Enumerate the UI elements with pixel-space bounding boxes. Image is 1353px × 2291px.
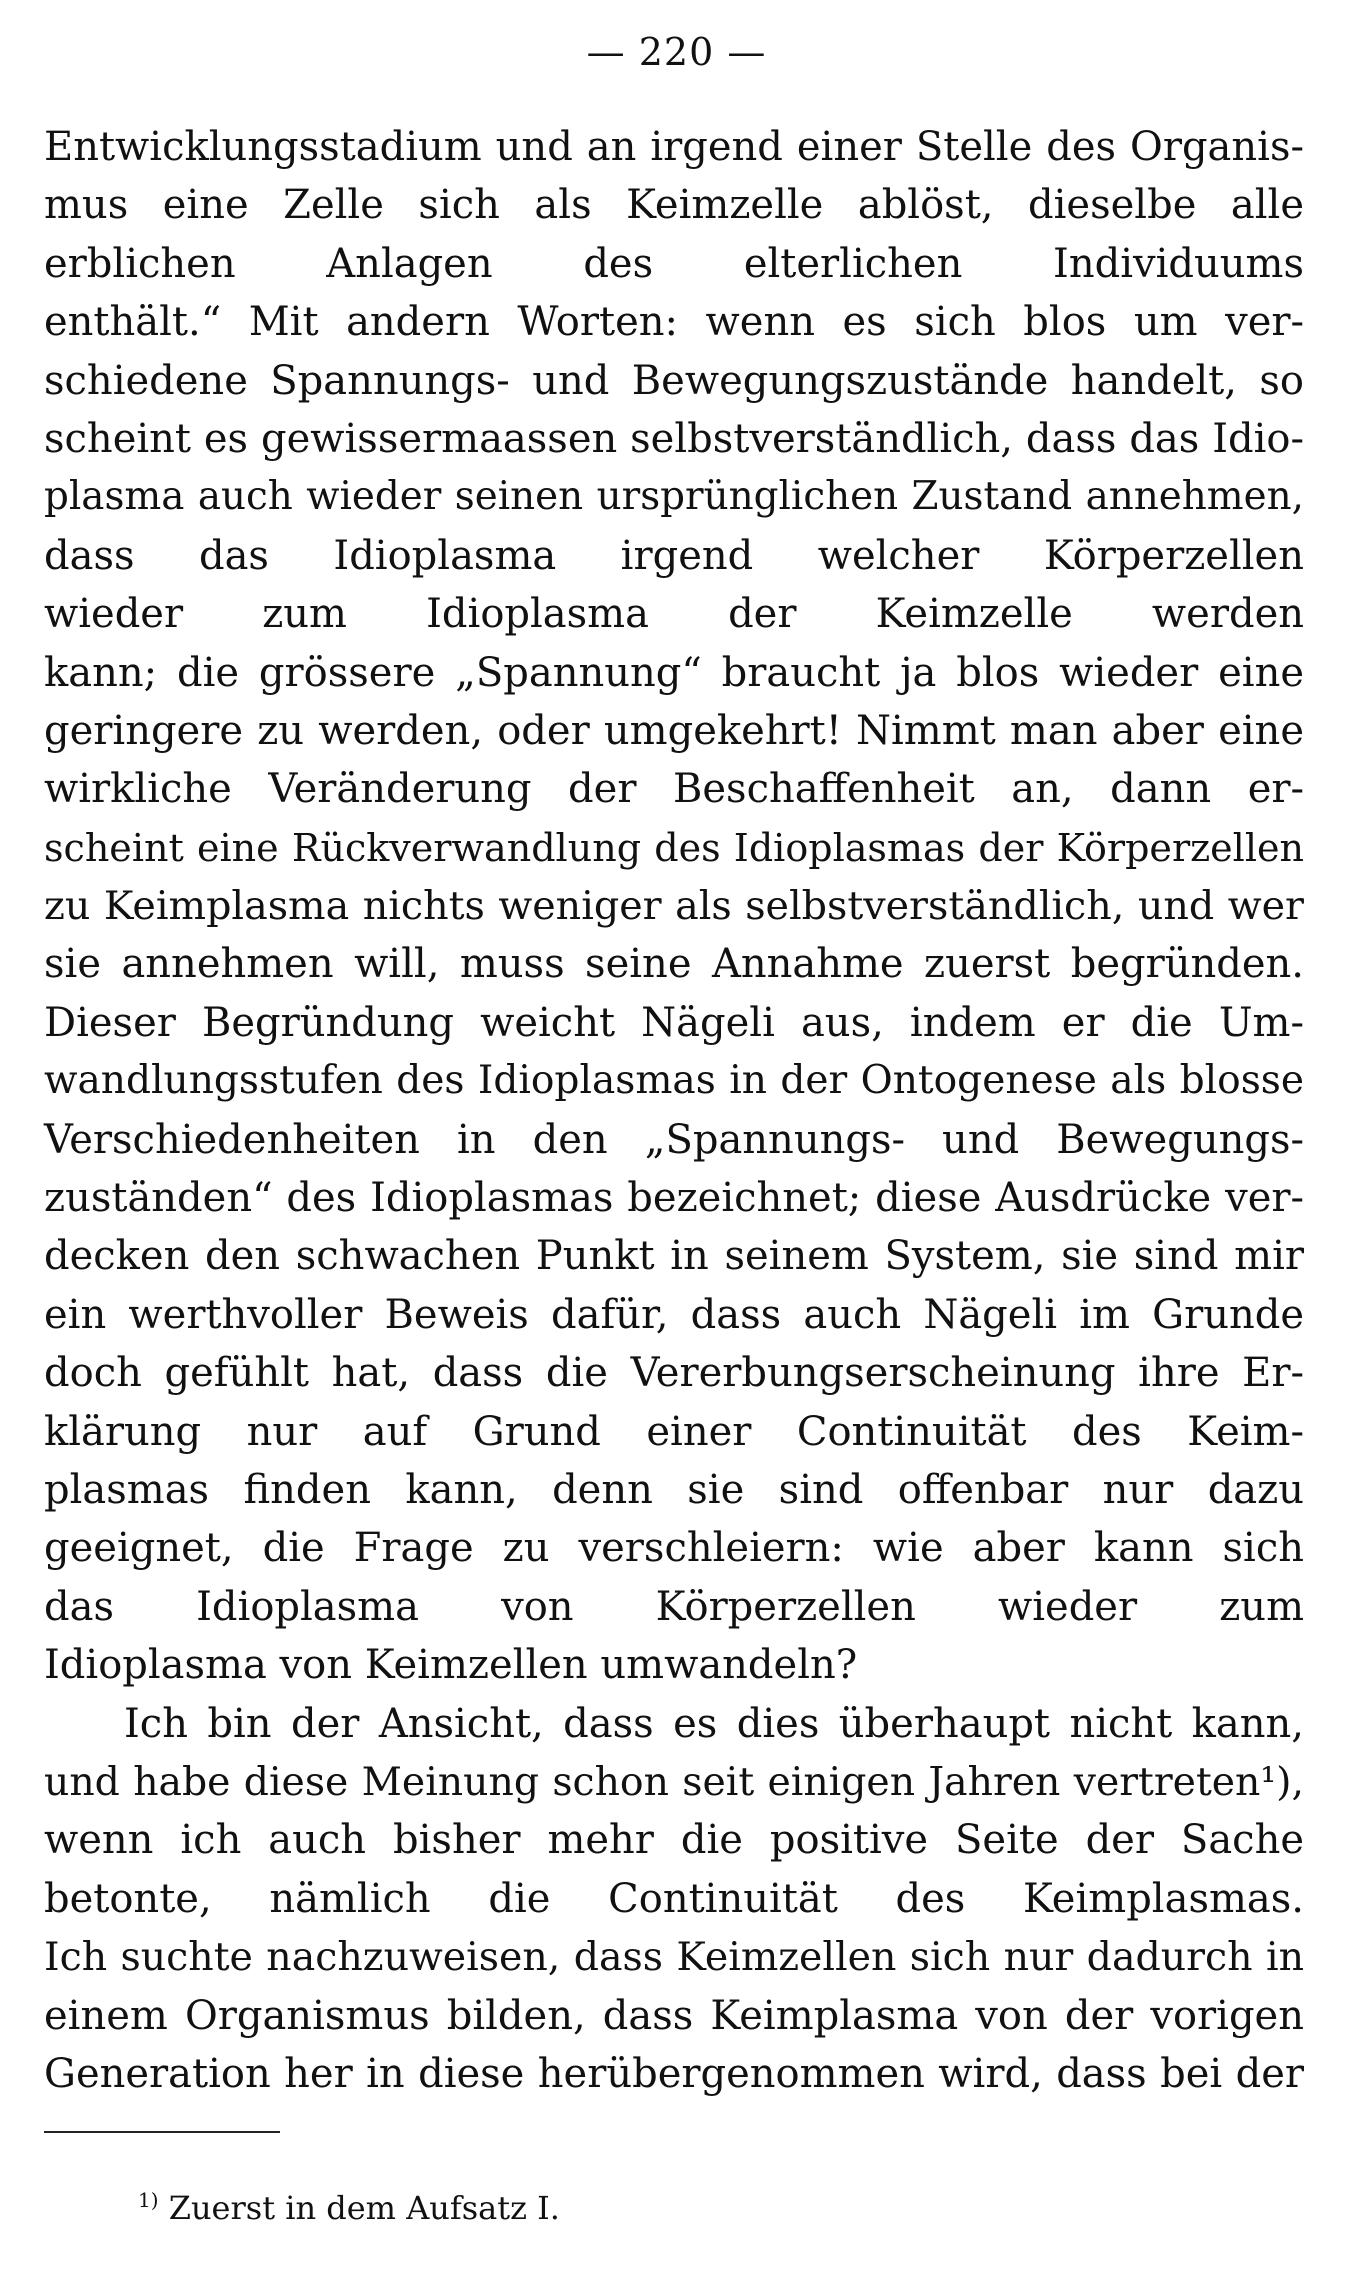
text-line: Dieser Begründung weicht Nägeli aus, indem er die Um- <box>44 999 1304 1046</box>
text-line: zuständen“ des Idioplasmas bezeichnet; diese Ausdrücke ver- <box>44 1175 1304 1222</box>
text-line: scheint eine Rückverwandlung des Idioplasmas der Körperzellen <box>44 825 1304 870</box>
text-line: enthält.“ Mit andern Worten: wenn es sich blos um ver- <box>44 299 1304 346</box>
text-line: erblichen Anlagen des elterlichen Individuums <box>44 240 1304 287</box>
text-line: wirkliche Veränderung der Beschaffenheit an, dann er- <box>44 766 1304 813</box>
text-line: mus eine Zelle sich als Keimzelle ablöst, dieselbe alle <box>44 182 1304 229</box>
page-number: — 220 — <box>586 30 767 74</box>
text-line: wieder zum Idioplasma der Keimzelle werden <box>44 591 1304 638</box>
footnote <box>138 2180 560 2228</box>
text-line: Idioplasma von Keimzellen umwandeln? <box>44 1642 858 1689</box>
text-line: plasma auch wieder seinen ursprünglichen Zustand annehmen, <box>44 474 1304 520</box>
text-line: Entwicklungsstadium und an irgend einer Stelle des Organis- <box>44 124 1304 170</box>
text-line: schiedene Spannungs- und Bewegungszustände handelt, so <box>44 357 1304 404</box>
text-line: Verschiedenheiten in den „Spannungs- und Bewegungs- <box>44 1116 1304 1163</box>
text-line: dass das Idioplasma irgend welcher Körperzellen <box>44 532 1304 579</box>
footnote-divider <box>44 2131 280 2133</box>
text-line: wandlungsstufen des Idioplasmas in der Ontogenese als blosse <box>44 1058 1304 1104</box>
text-line: scheint es gewissermaassen selbstverständlich, dass das Idio- <box>44 415 1304 462</box>
text-line: Generation her in diese herübergenommen wird, dass bei der <box>44 2050 1304 2097</box>
text-line: ein werthvoller Beweis dafür, dass auch Nägeli im Grunde <box>44 1291 1304 1338</box>
text-line: Ich bin der Ansicht, dass es dies überhaupt nicht kann, <box>124 1700 1304 1747</box>
text-line: kann; die grössere „Spannung“ braucht ja blos wieder eine <box>44 649 1304 696</box>
text-line: Ich suchte nachzuweisen, dass Keimzellen sich nur dadurch in <box>44 1934 1304 1981</box>
footnote-text: Zuerst in dem Aufsatz I. <box>168 2189 560 2227</box>
footnote-marker: 1) <box>138 2188 159 2212</box>
text-line: klärung nur auf Grund einer Continuität des Keim- <box>44 1408 1304 1455</box>
text-line: decken den schwachen Punkt in seinem System, sie sind mir <box>44 1233 1304 1280</box>
text-line: und habe diese Meinung schon seit einigen Jahren vertreten¹), <box>44 1758 1304 1805</box>
body-text <box>44 118 1304 2103</box>
text-line: plasmas finden kann, denn sie sind offenbar nur dazu <box>44 1466 1304 1513</box>
text-line: doch gefühlt hat, dass die Vererbungserscheinung ihre Er- <box>44 1350 1304 1397</box>
text-line: wenn ich auch bisher mehr die positive Seite der Sache <box>44 1817 1304 1864</box>
text-line: sie annehmen will, muss seine Annahme zuerst begründen. <box>44 941 1304 988</box>
text-line: geringere zu werden, oder umgekehrt! Nimmt man aber eine <box>44 707 1304 754</box>
text-line: zu Keimplasma nichts weniger als selbstverständlich, und wer <box>44 883 1304 930</box>
text-line: das Idioplasma von Körperzellen wieder zum <box>44 1583 1304 1630</box>
text-line: betonte, nämlich die Continuität des Keimplasmas. <box>44 1875 1304 1922</box>
text-line: geeignet, die Frage zu verschleiern: wie aber kann sich <box>44 1525 1304 1572</box>
text-line: einem Organismus bilden, dass Keimplasma von der vorigen <box>44 1992 1304 2039</box>
